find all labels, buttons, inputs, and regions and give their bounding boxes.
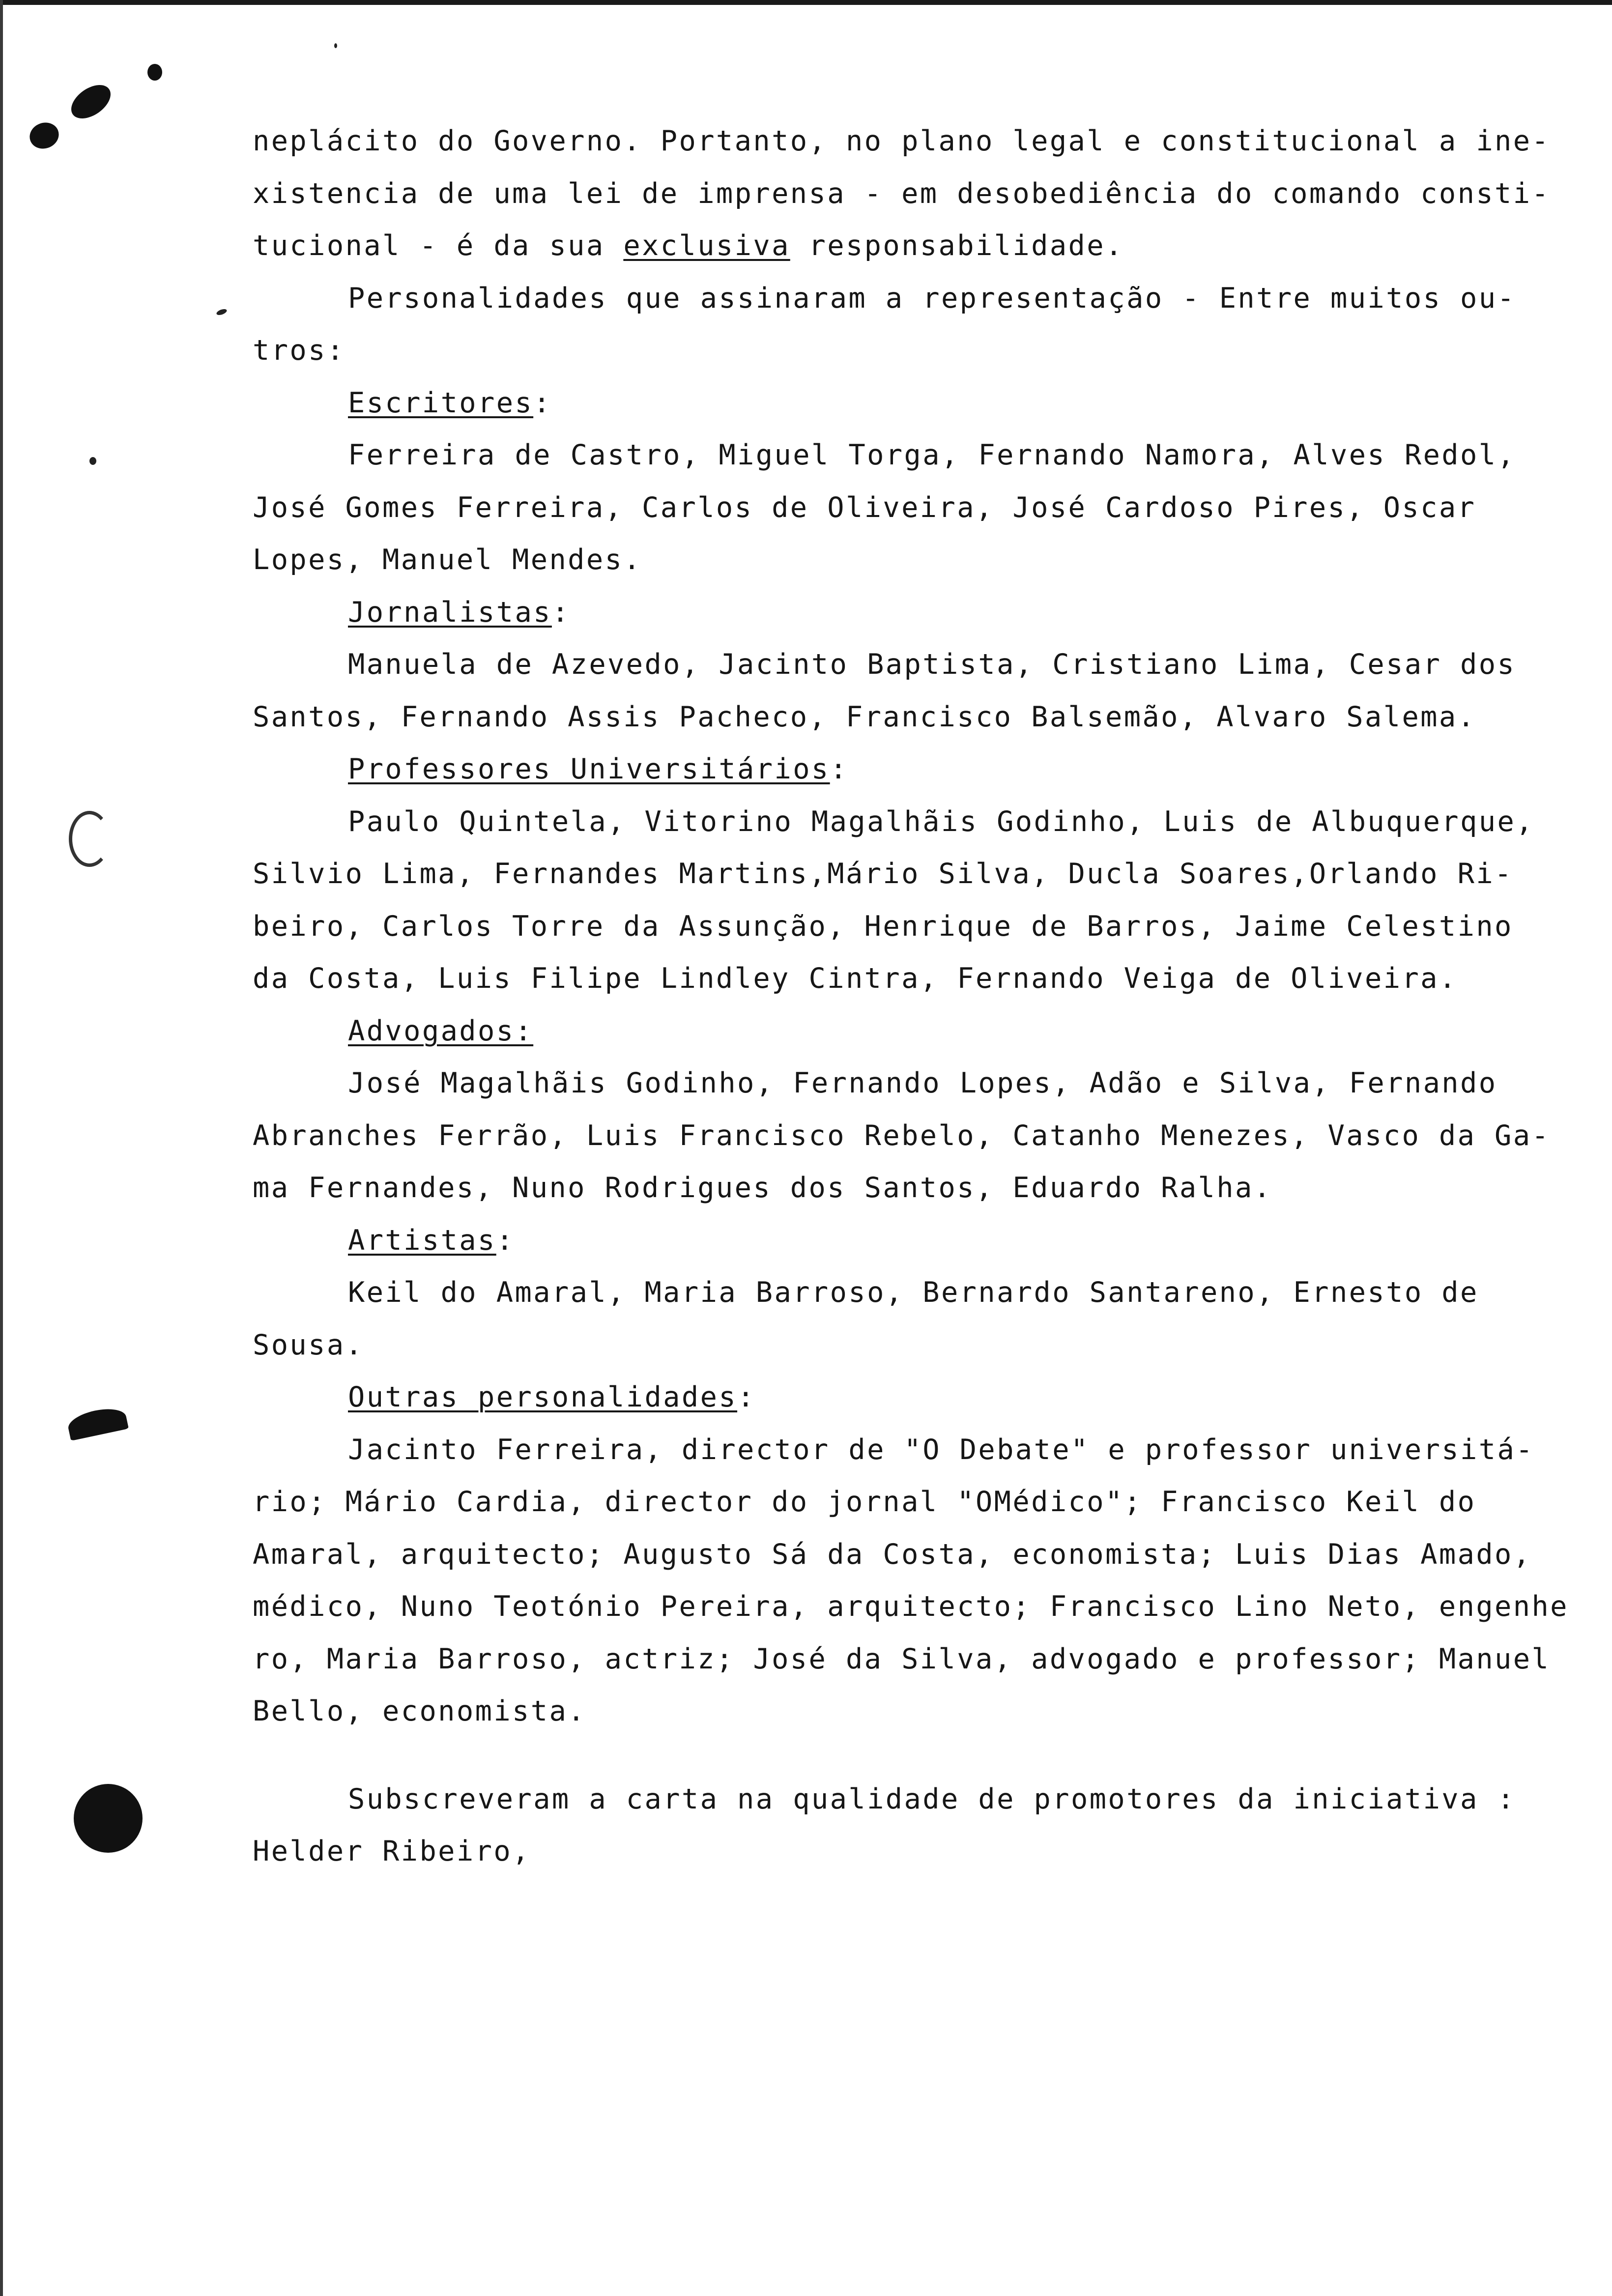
ink-blot xyxy=(65,78,117,125)
heading-text: Professores Universitários xyxy=(348,753,830,785)
section-heading-professores xyxy=(253,743,1609,796)
blank-line xyxy=(253,1738,1609,1773)
section-heading-escritores xyxy=(253,377,1609,430)
heading-text: Outras personalidades xyxy=(348,1381,738,1413)
text-line: rio; Mário Cardia, director do jornal "OMédico"; Francisco Keil do xyxy=(253,1486,1476,1518)
ink-blot xyxy=(26,118,62,152)
text-line: Personalidades que assinaram a representação - Entre muitos ou- xyxy=(348,282,1516,315)
scan-top-edge xyxy=(0,0,1612,5)
section-heading-outras xyxy=(253,1371,1609,1424)
text-line: ma Fernandes, Nuno Rodrigues dos Santos, Eduardo Ralha. xyxy=(253,1172,1272,1204)
text-line: Manuela de Azevedo, Jacinto Baptista, Cristiano Lima, Cesar dos xyxy=(348,648,1516,681)
text-fragment: tucional - é da sua xyxy=(253,230,624,262)
scan-smudge xyxy=(69,811,110,867)
punch-hole-mark xyxy=(74,1784,143,1853)
text-line: xistencia de uma lei de imprensa - em desobediência do comando consti- xyxy=(253,177,1551,210)
text-line: Silvio Lima, Fernandes Martins,Mário Silva, Ducla Soares,Orlando Ri- xyxy=(253,858,1513,890)
closing-line: Helder Ribeiro, xyxy=(253,1835,531,1867)
ink-speck xyxy=(216,308,228,316)
text-line: Jacinto Ferreira, director de "O Debate" e professor universitá- xyxy=(348,1433,1534,1466)
heading-colon: : xyxy=(830,753,849,785)
heading-text: Jornalistas xyxy=(348,596,552,629)
closing-line: Subscreveram a carta na qualidade de promotores da iniciativa : xyxy=(348,1782,1516,1815)
heading-colon: : xyxy=(533,386,552,419)
text-line: Bello, economista. xyxy=(253,1695,586,1727)
section-heading-jornalistas xyxy=(253,586,1609,639)
heading-text: Artistas xyxy=(348,1224,496,1257)
text-line: neplácito do Governo. Portanto, no plano legal e constitucional a ine- xyxy=(253,125,1551,157)
text-line: Ferreira de Castro, Miguel Torga, Fernando Namora, Alves Redol, xyxy=(348,439,1516,471)
text-line xyxy=(253,220,1609,272)
text-line: Santos, Fernando Assis Pacheco, Francisco Balsemão, Alvaro Salema. xyxy=(253,700,1476,733)
text-line: Lopes, Manuel Mendes. xyxy=(253,544,642,576)
text-line: José Gomes Ferreira, Carlos de Oliveira, José Cardoso Pires, Oscar xyxy=(253,491,1476,524)
underlined-word: exclusiva xyxy=(623,230,790,262)
typed-letter-body xyxy=(253,115,1609,1878)
ink-speck xyxy=(334,43,337,48)
section-heading-artistas xyxy=(253,1214,1609,1267)
punch-hole-mark xyxy=(66,1405,129,1441)
text-line: da Costa, Luis Filipe Lindley Cintra, Fernando Veiga de Oliveira. xyxy=(253,962,1458,995)
text-line: Keil do Amaral, Maria Barroso, Bernardo Santareno, Ernesto de xyxy=(348,1276,1479,1309)
text-line: Sousa. xyxy=(253,1328,364,1361)
text-line: Amaral, arquitecto; Augusto Sá da Costa, economista; Luis Dias Amado, xyxy=(253,1538,1532,1571)
text-fragment: responsabilidade. xyxy=(790,230,1124,262)
ink-blot xyxy=(147,64,162,81)
text-line: tros: xyxy=(253,334,345,367)
text-line: Abranches Ferrão, Luis Francisco Rebelo, Catanho Menezes, Vasco da Ga- xyxy=(253,1119,1551,1152)
scan-left-edge xyxy=(0,0,3,2296)
heading-text: Escritores xyxy=(348,386,534,419)
heading-colon: : xyxy=(737,1381,756,1413)
text-line: Paulo Quintela, Vitorino Magalhãis Godinho, Luis de Albuquerque, xyxy=(348,805,1534,838)
text-line: médico, Nuno Teotónio Pereira, arquitecto; Francisco Lino Neto, engenhe xyxy=(253,1590,1569,1623)
text-line: beiro, Carlos Torre da Assunção, Henrique de Barros, Jaime Celestino xyxy=(253,910,1513,943)
heading-text: Advogados: xyxy=(348,1014,534,1047)
heading-colon: : xyxy=(551,596,571,629)
section-heading-advogados xyxy=(253,1005,1609,1058)
heading-colon: : xyxy=(496,1224,515,1257)
text-line: José Magalhãis Godinho, Fernando Lopes, Adão e Silva, Fernando xyxy=(348,1067,1497,1099)
ink-speck xyxy=(89,457,96,465)
text-line: ro, Maria Barroso, actriz; José da Silva, advogado e professor; Manuel xyxy=(253,1642,1551,1675)
